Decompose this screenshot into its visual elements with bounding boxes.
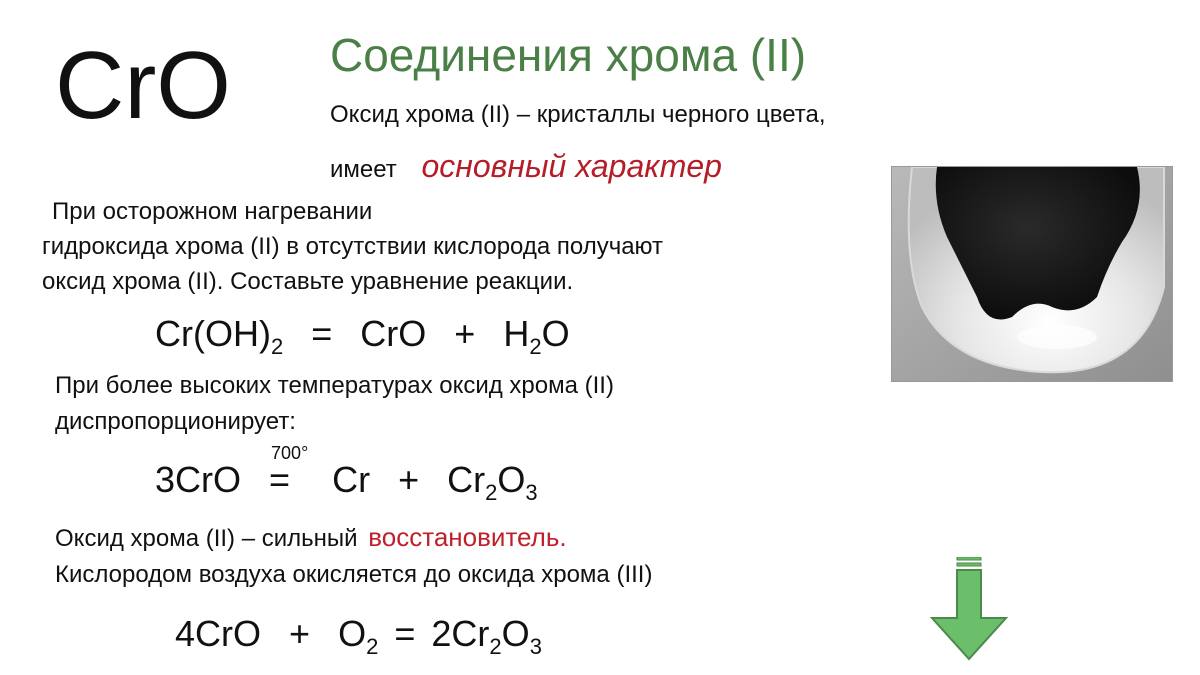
- eq1-plus: +: [454, 313, 476, 354]
- reducer-line-2: Кислородом воздуха окисляется до оксида хрома (III): [55, 561, 653, 588]
- eq2-plus: +: [398, 459, 420, 500]
- eq2-lhs: 3CrO: [155, 459, 242, 500]
- eq3-product-mid: O: [501, 613, 530, 654]
- eq2-product-2-sub1: 2: [485, 480, 498, 505]
- eq2-product-2: Cr: [447, 459, 486, 500]
- eq1-product-2: H: [503, 313, 530, 354]
- eq3-reactant-2: O: [338, 613, 367, 654]
- slide-title: Соединения хрома (II): [330, 29, 807, 81]
- eq2-product-2-mid: O: [497, 459, 526, 500]
- intro-line-1: Оксид хрома (II) – кристаллы черного цвета,: [330, 101, 826, 128]
- reducer-line-1: [55, 522, 567, 554]
- eq3-product: 2Cr: [431, 613, 490, 654]
- eq3-lhs: 4CrO: [175, 613, 262, 654]
- intro-prefix: имеет: [330, 156, 397, 183]
- high-temp-line-1: При более высоких температурах оксид хрома (II): [55, 372, 614, 399]
- eq2-equals: =: [269, 459, 291, 500]
- eq2-product-2-sub2: 3: [525, 480, 538, 505]
- eq2-product-1: Cr: [332, 459, 371, 500]
- eq1-product-2-tail: O: [541, 313, 570, 354]
- arrow-down-icon: [928, 557, 1010, 663]
- eq3-equals: =: [394, 613, 416, 654]
- equation-3: [175, 613, 542, 659]
- eq3-plus: +: [289, 613, 311, 654]
- task-line-1: При осторожном нагревании: [52, 198, 373, 225]
- high-temp-line-2: диспропорционирует:: [55, 408, 296, 435]
- eq2-condition: 700°: [271, 443, 309, 463]
- intro-line-2: [330, 147, 722, 185]
- reducer-highlight: восстановитель.: [368, 522, 567, 552]
- eq2-equals-with-condition: [269, 443, 309, 500]
- eq3-reactant-2-sub: 2: [366, 634, 379, 659]
- eq3-product-sub1: 2: [489, 634, 502, 659]
- chromium-oxide-photo: [891, 166, 1173, 382]
- eq1-product-2-sub: 2: [529, 334, 542, 359]
- formula-main: CrO: [55, 32, 231, 139]
- equation-1: [155, 313, 570, 359]
- eq1-product-1: CrO: [360, 313, 427, 354]
- task-line-3: оксид хрома (II). Составьте уравнение реакции.: [42, 268, 574, 295]
- equation-2: [155, 443, 538, 505]
- eq1-lhs-sub: 2: [270, 334, 284, 359]
- eq3-product-sub2: 3: [529, 634, 542, 659]
- basic-character-highlight: основный характер: [421, 148, 722, 184]
- eq1-equals: =: [311, 313, 333, 354]
- reducer-prefix: Оксид хрома (II) – сильный: [55, 525, 358, 552]
- task-line-2: гидроксида хрома (II) в отсутствии кислорода получают: [42, 233, 664, 260]
- eq1-lhs: Cr(OH): [155, 313, 271, 354]
